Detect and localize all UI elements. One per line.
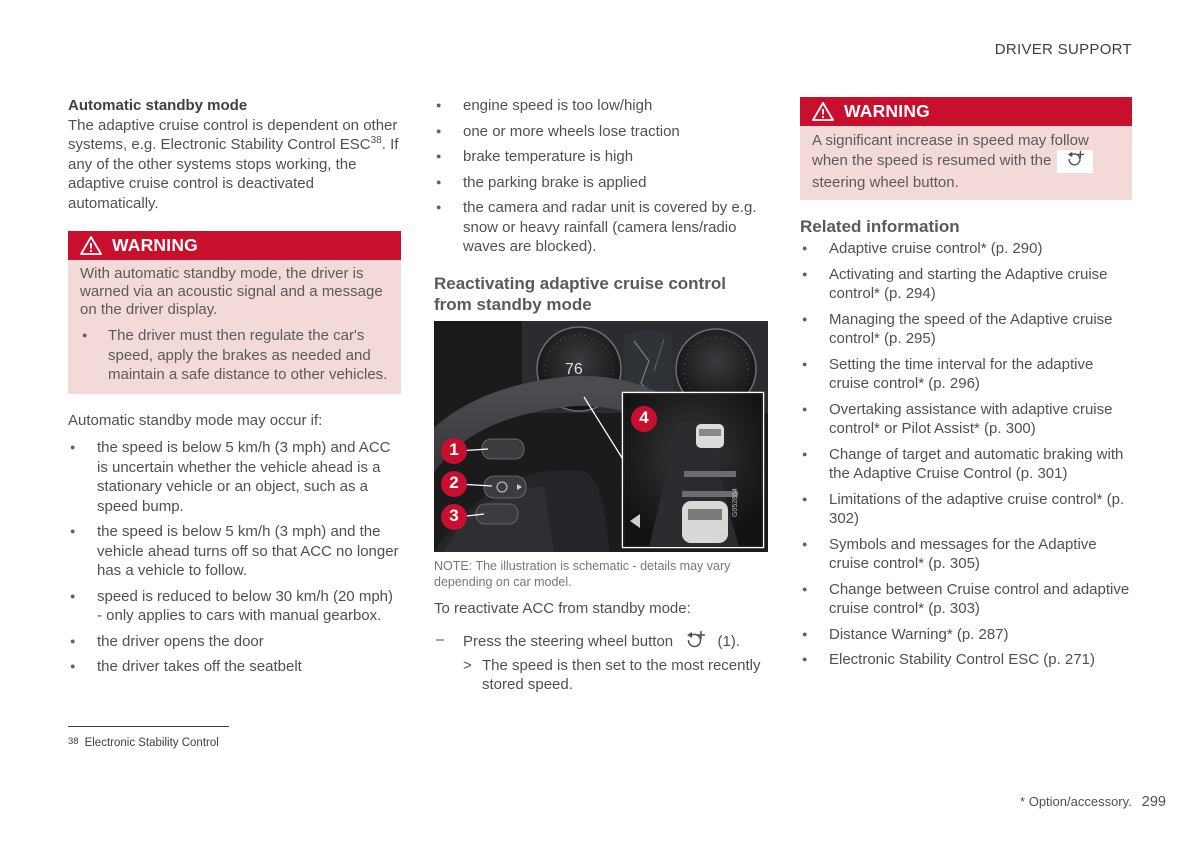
related-link[interactable]: ● Distance Warning* (p. 287) [800, 625, 1132, 645]
standby-conditions-list [68, 438, 401, 677]
footnote-divider [68, 726, 229, 727]
callout-4: 4 [639, 407, 649, 427]
warning-body [68, 260, 401, 394]
illustration-graphic [434, 321, 768, 552]
steering-wheel-illustration [434, 321, 768, 552]
option-accessory-note: * Option/accessory. [1020, 794, 1132, 809]
callout-3: 3 [449, 505, 459, 525]
warning-bullet: ● The driver must then regulate the car's speed, apply the brakes as needed and maintain a safe distance to other vehicles. [80, 326, 389, 385]
intro-paragraph: The adaptive cruise control is dependent on other systems, e.g. Electronic Stability Control ESC$^{38}$. If any of the other systems stops working, the adaptive cruise control is deactivated automatically. [68, 116, 399, 212]
related-link[interactable]: ● Symbols and messages for the Adaptive cruise control* (p. 305) [800, 535, 1132, 574]
column-left [68, 96, 401, 683]
icon-chip [1057, 150, 1093, 173]
warning-box-speed [800, 97, 1132, 200]
list-item: ● speed is reduced to below 30 km/h (20 mph) - only applies to cars with manual gearbox. [68, 587, 401, 626]
illustration-code: G052864 [732, 487, 739, 517]
related-link[interactable]: ● Setting the time interval for the adaptive cruise control* (p. 296) [800, 355, 1132, 394]
related-link[interactable]: ● Adaptive cruise control* (p. 290) [800, 239, 1132, 259]
heading-reactivating: Reactivating adaptive cruise control from standby mode [434, 273, 726, 314]
list-item: ● the driver opens the door [68, 632, 401, 652]
list-item: ● the parking brake is applied [434, 173, 768, 193]
list-item: ● the speed is below 5 km/h (3 mph) and the vehicle ahead turns off so that ACC no longer has a vehicle to follow. [68, 522, 401, 581]
list-item: ● the camera and radar unit is covered by e.g. snow or heavy rainfall (camera lens/radio waves are blocked). [434, 198, 768, 257]
callout-2: 2 [449, 472, 459, 492]
column-right [800, 97, 1132, 676]
reactivate-intro: To reactivate ACC from standby mode: [434, 599, 691, 617]
illustration-note: NOTE: The illustration is schematic - details may vary depending on car model. [434, 558, 731, 589]
warning-title: WARNING [844, 100, 930, 121]
related-link[interactable]: ● Activating and starting the Adaptive cruise control* (p. 294) [800, 265, 1132, 304]
footnote-number: 38 [68, 736, 79, 747]
warning-body: A significant increase in speed may follow when the speed is resumed with the steering wheel button. [800, 126, 1132, 200]
footnote-ref[interactable]: 38 [370, 135, 382, 146]
warning-bar [68, 231, 401, 260]
warning-bar [800, 97, 1132, 126]
warning-title: WARNING [112, 234, 198, 255]
related-link[interactable]: ● Electronic Stability Control ESC (p. 271) [800, 650, 1132, 670]
list-item: ● engine speed is too low/high [434, 96, 768, 116]
cruise-resume-icon [683, 630, 707, 650]
page-number: 299 [1141, 794, 1166, 810]
related-link[interactable]: ● Managing the speed of the Adaptive cruise control* (p. 295) [800, 310, 1132, 349]
heading-related-information: Related information [800, 217, 960, 236]
warning-triangle-icon [80, 236, 102, 255]
related-links-list [800, 239, 1132, 670]
step-result: > The speed is then set to the most recently stored speed. [434, 656, 768, 695]
related-link[interactable]: ● Change of target and automatic braking with the Adaptive Cruise Control (p. 301) [800, 445, 1132, 484]
warning-box-standby [68, 231, 401, 394]
speed-readout: 76 [565, 360, 583, 378]
cruise-resume-icon [1063, 150, 1087, 168]
subheading-automatic-standby: Automatic standby mode [68, 97, 248, 114]
list-item: ● one or more wheels lose traction [434, 122, 768, 142]
warning-bullet-list [80, 326, 389, 385]
page-footer [1020, 792, 1166, 813]
occur-intro: Automatic standby mode may occur if: [68, 411, 323, 429]
column-middle [434, 96, 768, 695]
related-link[interactable]: ● Overtaking assistance with adaptive cruise control* or Pilot Assist* (p. 300) [800, 400, 1132, 439]
list-item: ● the driver takes off the seatbelt [68, 657, 401, 677]
footnote-text: Electronic Stability Control [84, 737, 219, 749]
footnote [68, 732, 219, 754]
related-link[interactable]: ● Change between Cruise control and adaptive cruise control* (p. 303) [800, 580, 1132, 619]
related-link[interactable]: ● Limitations of the adaptive cruise control* (p. 302) [800, 490, 1132, 529]
reactivate-steps [434, 630, 768, 652]
callout-1: 1 [449, 439, 459, 459]
section-header: DRIVER SUPPORT [994, 41, 1132, 58]
warning-text: With automatic standby mode, the driver is warned via an acoustic signal and a message on the driver display. [80, 265, 383, 318]
list-item: ● brake temperature is high [434, 147, 768, 167]
list-item: ● the speed is below 5 km/h (3 mph) and ACC is uncertain whether the vehicle ahead is a stationary vehicle or an object, such as a speed bump. [68, 438, 401, 516]
step-item: – Press the steering wheel button (1). [434, 630, 768, 652]
warning-triangle-icon [812, 102, 834, 121]
standby-conditions-list-continued [434, 96, 768, 257]
